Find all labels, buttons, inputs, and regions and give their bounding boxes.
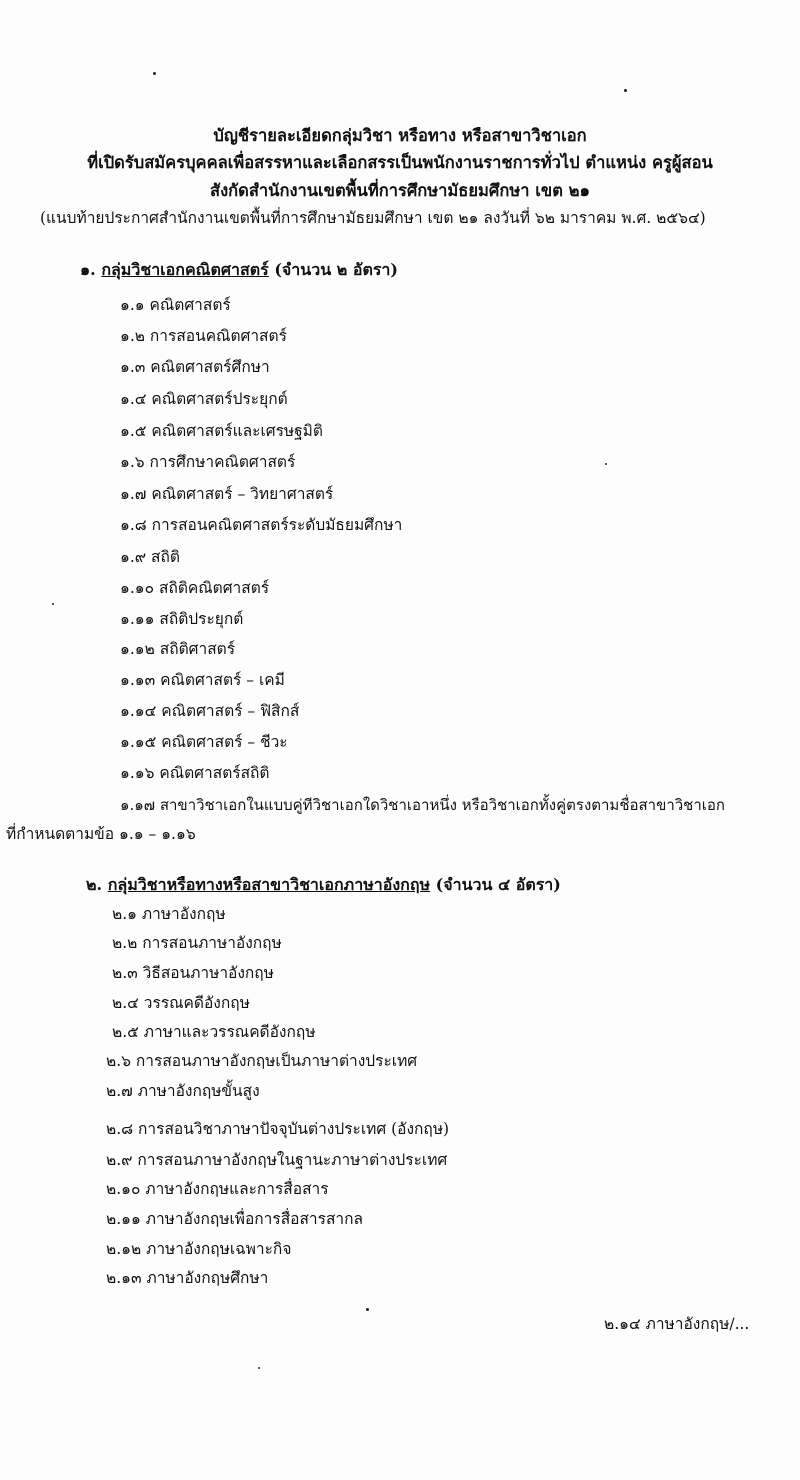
announcement-reference: (แนบท้ายประกาศสำนักงานเขตพื้นที่การศึกษามัธยมศึกษา เขต ๒๑ ลงวันที่ ๖๒ มาราคม พ.ศ. ๒๕๖๔) bbox=[40, 209, 706, 227]
section-2-number: ๒. bbox=[86, 875, 103, 894]
next-page-indicator: ๒.๑๔ ภาษาอังกฤษ/... bbox=[604, 1315, 750, 1333]
document-subtitle: ที่เปิดรับสมัครบุคคลเพื่อสรรหาและเลือกสรรเป็นพนักงานราชการทั่วไป ตำแหน่ง ครูผู้สอน bbox=[87, 153, 713, 172]
document-title: บัญชีรายละเอียดกลุ่มวิชา หรือทาง หรือสาขาวิชาเอก bbox=[213, 126, 587, 145]
section-1-item-17: ๑.๑๗ สาขาวิชาเอกในแบบคู่ทีวิชาเอกใดวิชาเอาหนึ่ง หรือวิชาเอกทั้งคู่ตรงตามชื่อสาขาวิชาเอก bbox=[120, 796, 726, 814]
section-2-item: ๒.๕ ภาษาและวรรณคดีอังกฤษ bbox=[112, 1023, 316, 1041]
section-2-item: ๒.๙ การสอนภาษาอังกฤษในฐานะภาษาต่างประเทศ bbox=[106, 1151, 448, 1169]
section-2-item: ๒.๑๒ ภาษาอังกฤษเฉพาะกิจ bbox=[106, 1240, 292, 1258]
section-2-item: ๒.๑๐ ภาษาอังกฤษและการสื่อสาร bbox=[106, 1180, 329, 1198]
section-2-item: ๒.๖ การสอนภาษาอังกฤษเป็นภาษาต่างประเทศ bbox=[106, 1052, 418, 1070]
section-1-item: ๑.๕ คณิตศาสตร์และเศรษฐมิติ bbox=[120, 422, 323, 440]
section-1-item: ๑.๑๑ สถิติประยุกต์ bbox=[120, 610, 244, 628]
section-2-item: ๒.๘ การสอนวิชาภาษาปัจจุบันต่างประเทศ (อังกฤษ) bbox=[106, 1120, 450, 1138]
section-1-item: ๑.๘ การสอนคณิตศาสตร์ระดับมัธยมศึกษา bbox=[120, 516, 403, 534]
section-1-heading bbox=[80, 258, 398, 283]
section-1-item: ๑.๓ คณิตศาสตร์ศึกษา bbox=[120, 358, 270, 376]
scan-speck bbox=[605, 463, 607, 465]
section-1-item: ๑.๔ คณิตศาสตร์ประยุกต์ bbox=[120, 390, 288, 408]
section-2-item: ๒.๒ การสอนภาษาอังกฤษ bbox=[112, 934, 282, 952]
document-agency: สังกัดสำนักงานเขตพื้นที่การศึกษามัธยมศึกษา เขต ๒๑ bbox=[210, 181, 590, 200]
section-2-item: ๒.๗ ภาษาอังกฤษขั้นสูง bbox=[106, 1082, 260, 1100]
section-1-count: (จำนวน ๒ อัตรา) bbox=[274, 260, 398, 279]
section-1-item: ๑.๑ คณิตศาสตร์ bbox=[120, 296, 231, 314]
section-2-item: ๒.๓ วิธีสอนภาษาอังกฤษ bbox=[112, 964, 274, 982]
scan-speck bbox=[52, 603, 54, 605]
section-2-count: (จำนวน ๔ อัตรา) bbox=[435, 875, 561, 894]
section-1-item: ๑.๙ สถิติ bbox=[120, 548, 180, 566]
scan-speck bbox=[153, 72, 156, 75]
section-2-item: ๒.๔ วรรณคดีอังกฤษ bbox=[112, 994, 250, 1012]
section-1-item-17-continuation: ที่กำหนดตามข้อ ๑.๑ – ๑.๑๖ bbox=[6, 825, 196, 843]
scan-speck bbox=[258, 1367, 260, 1369]
scan-speck bbox=[366, 1308, 369, 1311]
section-1-title: กลุ่มวิชาเอกคณิตศาสตร์ bbox=[101, 260, 269, 279]
section-1-item: ๑.๒ การสอนคณิตศาสตร์ bbox=[120, 327, 287, 345]
scan-speck bbox=[624, 89, 627, 92]
section-1-number: ๑. bbox=[80, 260, 96, 279]
section-1-item: ๑.๑๒ สถิติศาสตร์ bbox=[120, 640, 236, 658]
section-2-item: ๒.๑๑ ภาษาอังกฤษเพื่อการสื่อสารสากล bbox=[106, 1210, 363, 1228]
section-1-item: ๑.๑๕ คณิตศาสตร์ – ชีวะ bbox=[120, 733, 288, 751]
section-2-heading bbox=[86, 873, 561, 898]
section-2-item: ๒.๑ ภาษาอังกฤษ bbox=[112, 905, 226, 923]
section-1-item: ๑.๑๓ คณิตศาสตร์ – เคมี bbox=[120, 671, 285, 689]
section-1-item: ๑.๑๔ คณิตศาสตร์ – ฟิสิกส์ bbox=[120, 702, 300, 720]
section-1-item: ๑.๑๐ สถิติคณิตศาสตร์ bbox=[120, 579, 270, 597]
section-1-item: ๑.๗ คณิตศาสตร์ – วิทยาศาสตร์ bbox=[120, 485, 334, 503]
section-2-title: กลุ่มวิชาหรือทางหรือสาขาวิชาเอกภาษาอังกฤษ bbox=[107, 875, 431, 894]
section-2-item: ๒.๑๓ ภาษาอังกฤษศึกษา bbox=[106, 1269, 269, 1287]
section-1-item: ๑.๖ การศึกษาคณิตศาสตร์ bbox=[120, 453, 296, 471]
section-1-item: ๑.๑๖ คณิตศาสตร์สถิติ bbox=[120, 764, 270, 782]
